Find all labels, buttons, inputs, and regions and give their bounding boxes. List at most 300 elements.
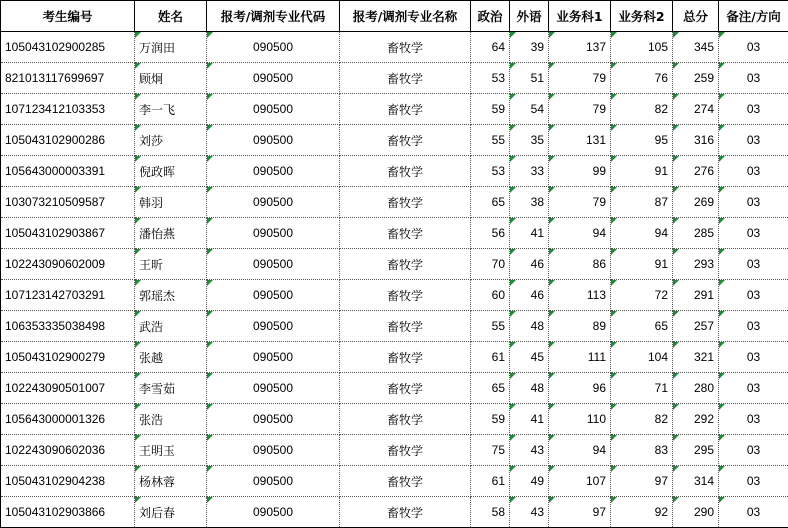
cell-subject1-value: 107 (585, 474, 606, 488)
cell-flag-icon (510, 218, 516, 224)
cell-total (673, 249, 719, 280)
cell-flag-icon (510, 404, 516, 410)
cell-code-value: 090500 (252, 195, 294, 209)
cell-id (1, 435, 135, 466)
cell-subject1-value: 97 (592, 505, 606, 519)
cell-major (340, 94, 471, 125)
cell-subject2-value: 82 (654, 412, 668, 426)
cell-code (207, 466, 340, 497)
cell-subject2 (611, 311, 673, 342)
cell-subject1 (549, 63, 611, 94)
table-row (1, 466, 788, 497)
cell-flag-icon (135, 435, 141, 441)
cell-language-value: 41 (530, 412, 544, 426)
cell-total-value: 276 (693, 164, 714, 178)
cell-total (673, 125, 719, 156)
cell-flag-icon (549, 32, 555, 38)
cell-id (1, 249, 135, 280)
cell-flag-icon (135, 342, 141, 348)
cell-code (207, 125, 340, 156)
cell-politics (471, 280, 510, 311)
cell-flag-icon (207, 125, 213, 131)
cell-language-value: 43 (530, 505, 544, 519)
cell-flag-icon (207, 63, 213, 69)
header-subject2: 业务科2 (611, 1, 673, 32)
cell-politics-value: 75 (491, 443, 505, 457)
cell-language (510, 187, 549, 218)
cell-id (1, 497, 135, 528)
cell-flag-icon (611, 156, 617, 162)
cell-flag-icon (719, 218, 725, 224)
cell-id-value: 102243090501007 (5, 381, 106, 395)
cell-note (719, 63, 788, 94)
cell-id (1, 342, 135, 373)
cell-politics-value: 61 (491, 350, 505, 364)
cell-major (340, 63, 471, 94)
cell-subject1-value: 94 (592, 226, 606, 240)
cell-language-value: 41 (530, 226, 544, 240)
cell-flag-icon (673, 373, 679, 379)
cell-name (135, 249, 207, 280)
cell-flag-icon (611, 497, 617, 503)
cell-flag-icon (207, 497, 213, 503)
cell-politics (471, 32, 510, 63)
cell-subject1 (549, 497, 611, 528)
cell-code (207, 373, 340, 404)
cell-politics (471, 404, 510, 435)
cell-id-value: 107123412103353 (5, 102, 106, 116)
cell-code-value: 090500 (252, 226, 294, 240)
cell-name-value: 郭瑶杰 (139, 288, 176, 303)
cell-subject1 (549, 218, 611, 249)
cell-code-value: 090500 (252, 71, 294, 85)
cell-subject1 (549, 435, 611, 466)
cell-subject2-value: 82 (654, 102, 668, 116)
cell-id (1, 156, 135, 187)
cell-language (510, 156, 549, 187)
cell-flag-icon (207, 404, 213, 410)
cell-politics-value: 60 (491, 288, 505, 302)
cell-flag-icon (549, 435, 555, 441)
cell-code (207, 63, 340, 94)
cell-language (510, 280, 549, 311)
cell-flag-icon (135, 125, 141, 131)
cell-name (135, 125, 207, 156)
cell-flag-icon (611, 342, 617, 348)
cell-subject2 (611, 497, 673, 528)
cell-code (207, 249, 340, 280)
cell-name (135, 63, 207, 94)
cell-code-value: 090500 (252, 319, 294, 333)
cell-flag-icon (207, 218, 213, 224)
cell-major-value: 畜牧学 (386, 412, 423, 427)
cell-id (1, 280, 135, 311)
cell-flag-icon (673, 466, 679, 472)
header-language: 外语 (510, 1, 549, 32)
cell-flag-icon (207, 94, 213, 100)
cell-code (207, 32, 340, 63)
cell-flag-icon (611, 466, 617, 472)
cell-code (207, 187, 340, 218)
cell-flag-icon (611, 311, 617, 317)
cell-note-value: 03 (746, 505, 761, 519)
cell-language-value: 43 (530, 443, 544, 457)
cell-note (719, 435, 788, 466)
cell-language (510, 94, 549, 125)
cell-major-value: 畜牧学 (386, 474, 423, 489)
cell-flag-icon (673, 156, 679, 162)
cell-code-value: 090500 (252, 288, 294, 302)
cell-note (719, 404, 788, 435)
cell-language (510, 311, 549, 342)
cell-code (207, 435, 340, 466)
cell-note-value: 03 (746, 40, 761, 54)
cell-code-value: 090500 (252, 164, 294, 178)
cell-subject2-value: 97 (654, 474, 668, 488)
cell-note (719, 218, 788, 249)
cell-politics-value: 58 (491, 505, 505, 519)
cell-major (340, 404, 471, 435)
cell-flag-icon (135, 373, 141, 379)
cell-flag-icon (719, 156, 725, 162)
cell-flag-icon (510, 280, 516, 286)
cell-total (673, 373, 719, 404)
cell-flag-icon (549, 311, 555, 317)
cell-name (135, 466, 207, 497)
cell-flag-icon (611, 32, 617, 38)
cell-note-value: 03 (746, 381, 761, 395)
cell-total-value: 291 (693, 288, 714, 302)
cell-subject1 (549, 373, 611, 404)
cell-total-value: 280 (693, 381, 714, 395)
cell-subject1 (549, 466, 611, 497)
cell-flag-icon (135, 187, 141, 193)
cell-id (1, 187, 135, 218)
cell-flag-icon (135, 497, 141, 503)
cell-flag-icon (549, 187, 555, 193)
cell-flag-icon (207, 156, 213, 162)
cell-id-value: 105043102903867 (5, 226, 106, 240)
cell-flag-icon (207, 466, 213, 472)
cell-major (340, 125, 471, 156)
cell-id-value: 103073210509587 (5, 195, 106, 209)
cell-flag-icon (510, 497, 516, 503)
cell-id-value: 105043102903866 (5, 505, 106, 519)
cell-subject2 (611, 249, 673, 280)
cell-name-value: 刘后春 (139, 505, 176, 520)
table-row (1, 497, 788, 528)
cell-name-value: 潘怡燕 (139, 226, 176, 241)
cell-flag-icon (510, 466, 516, 472)
cell-note-value: 03 (746, 474, 761, 488)
cell-flag-icon (673, 94, 679, 100)
table-row (1, 218, 788, 249)
cell-politics-value: 70 (491, 257, 505, 271)
cell-note-value: 03 (746, 288, 761, 302)
cell-note (719, 187, 788, 218)
cell-note (719, 497, 788, 528)
cell-name (135, 342, 207, 373)
cell-flag-icon (673, 280, 679, 286)
cell-flag-icon (135, 63, 141, 69)
cell-subject2 (611, 63, 673, 94)
cell-note (719, 156, 788, 187)
cell-politics (471, 497, 510, 528)
cell-flag-icon (510, 156, 516, 162)
cell-flag-icon (510, 435, 516, 441)
cell-subject2-value: 95 (654, 133, 668, 147)
cell-code-value: 090500 (252, 133, 294, 147)
table-row (1, 187, 788, 218)
cell-subject1 (549, 404, 611, 435)
cell-flag-icon (510, 94, 516, 100)
cell-major-value: 畜牧学 (386, 195, 423, 210)
cell-id-value: 821013117699697 (5, 71, 105, 85)
header-major: 报考/调剂专业名称 (340, 1, 471, 32)
cell-flag-icon (719, 125, 725, 131)
cell-total (673, 311, 719, 342)
cell-politics (471, 342, 510, 373)
cell-politics (471, 94, 510, 125)
cell-subject1-value: 94 (592, 443, 606, 457)
cell-language-value: 33 (530, 164, 544, 178)
cell-major (340, 342, 471, 373)
cell-flag-icon (673, 63, 679, 69)
cell-subject1 (549, 280, 611, 311)
cell-major-value: 畜牧学 (386, 226, 423, 241)
cell-major (340, 32, 471, 63)
cell-major (340, 497, 471, 528)
cell-total-value: 269 (693, 195, 714, 209)
cell-id (1, 94, 135, 125)
cell-major-value: 畜牧学 (386, 443, 423, 458)
cell-subject2-value: 91 (654, 164, 668, 178)
cell-note (719, 373, 788, 404)
cell-subject1-value: 113 (586, 288, 606, 302)
cell-flag-icon (135, 94, 141, 100)
cell-flag-icon (611, 218, 617, 224)
cell-major-value: 畜牧学 (386, 288, 423, 303)
cell-language-value: 39 (530, 40, 544, 54)
header-id: 考生编号 (1, 1, 135, 32)
cell-total (673, 280, 719, 311)
cell-subject2 (611, 32, 673, 63)
cell-total (673, 187, 719, 218)
cell-note-value: 03 (746, 102, 761, 116)
cell-subject1-value: 110 (586, 412, 606, 426)
cell-subject2 (611, 342, 673, 373)
cell-note (719, 94, 788, 125)
cell-code-value: 090500 (252, 40, 294, 54)
cell-id (1, 125, 135, 156)
cell-flag-icon (611, 404, 617, 410)
cell-language (510, 32, 549, 63)
cell-major-value: 畜牧学 (386, 164, 423, 179)
cell-flag-icon (549, 373, 555, 379)
cell-flag-icon (549, 404, 555, 410)
cell-politics-value: 56 (491, 226, 505, 240)
cell-id-value: 107123142703291 (5, 288, 106, 302)
cell-flag-icon (549, 156, 555, 162)
cell-language-value: 46 (530, 288, 544, 302)
cell-language-value: 51 (530, 71, 544, 85)
cell-subject2-value: 104 (647, 350, 668, 364)
cell-subject1 (549, 94, 611, 125)
cell-name-value: 刘莎 (139, 133, 164, 148)
cell-politics-value: 53 (491, 164, 505, 178)
header-politics: 政治 (471, 1, 510, 32)
cell-code (207, 342, 340, 373)
cell-flag-icon (611, 249, 617, 255)
cell-total-value: 274 (693, 102, 714, 116)
cell-flag-icon (510, 187, 516, 193)
cell-flag-icon (549, 94, 555, 100)
cell-note (719, 249, 788, 280)
cell-flag-icon (549, 497, 555, 503)
cell-flag-icon (207, 435, 213, 441)
cell-note (719, 311, 788, 342)
cell-flag-icon (207, 187, 213, 193)
cell-flag-icon (549, 125, 555, 131)
cell-name-value: 李雪茹 (139, 381, 176, 396)
cell-subject2-value: 76 (654, 71, 668, 85)
cell-name (135, 94, 207, 125)
cell-politics (471, 218, 510, 249)
cell-major (340, 280, 471, 311)
cell-flag-icon (673, 404, 679, 410)
header-note: 备注/方向 (719, 1, 788, 32)
cell-language (510, 63, 549, 94)
cell-politics-value: 55 (491, 133, 505, 147)
cell-note-value: 03 (746, 195, 761, 209)
header-name: 姓名 (135, 1, 207, 32)
cell-code-value: 090500 (252, 443, 294, 457)
cell-name-value: 杨林蓉 (139, 474, 176, 489)
header-subject1: 业务科1 (549, 1, 611, 32)
cell-code (207, 311, 340, 342)
cell-note-value: 03 (746, 71, 761, 85)
cell-politics-value: 61 (491, 474, 505, 488)
cell-flag-icon (207, 280, 213, 286)
cell-subject1 (549, 249, 611, 280)
cell-flag-icon (719, 497, 725, 503)
cell-flag-icon (207, 32, 213, 38)
cell-total (673, 32, 719, 63)
cell-politics (471, 63, 510, 94)
cell-name-value: 万润田 (139, 40, 176, 55)
cell-subject2-value: 65 (654, 319, 668, 333)
cell-code (207, 497, 340, 528)
cell-subject1-value: 79 (592, 195, 606, 209)
cell-flag-icon (719, 342, 725, 348)
cell-flag-icon (549, 280, 555, 286)
cell-name-value: 倪政晖 (139, 164, 176, 179)
cell-flag-icon (135, 311, 141, 317)
cell-major (340, 218, 471, 249)
cell-total-value: 293 (693, 257, 714, 271)
cell-major-value: 畜牧学 (386, 133, 423, 148)
cell-flag-icon (611, 373, 617, 379)
cell-subject1-value: 131 (585, 133, 606, 147)
cell-subject2-value: 87 (654, 195, 668, 209)
cell-flag-icon (673, 311, 679, 317)
cell-flag-icon (719, 32, 725, 38)
cell-total (673, 342, 719, 373)
cell-flag-icon (719, 404, 725, 410)
cell-subject2 (611, 280, 673, 311)
cell-politics (471, 466, 510, 497)
cell-name-value: 顾炯 (139, 71, 164, 86)
cell-major-value: 畜牧学 (386, 257, 423, 272)
cell-note-value: 03 (746, 257, 761, 271)
cell-total-value: 257 (693, 319, 714, 333)
cell-total (673, 94, 719, 125)
cell-subject2-value: 91 (654, 257, 668, 271)
cell-flag-icon (673, 249, 679, 255)
cell-total-value: 316 (693, 133, 714, 147)
cell-subject1 (549, 342, 611, 373)
cell-language-value: 45 (530, 350, 544, 364)
cell-flag-icon (673, 187, 679, 193)
cell-politics (471, 156, 510, 187)
cell-subject1-value: 137 (585, 40, 606, 54)
cell-note (719, 466, 788, 497)
cell-id (1, 404, 135, 435)
cell-language (510, 435, 549, 466)
cell-id-value: 105043102900279 (5, 350, 106, 364)
cell-name (135, 311, 207, 342)
cell-flag-icon (510, 32, 516, 38)
cell-major (340, 249, 471, 280)
cell-id-value: 102243090602036 (5, 443, 106, 457)
cell-subject2 (611, 94, 673, 125)
cell-subject2-value: 105 (647, 40, 668, 54)
cell-language-value: 48 (530, 381, 544, 395)
cell-name (135, 404, 207, 435)
cell-id (1, 373, 135, 404)
cell-note-value: 03 (746, 412, 761, 426)
cell-politics (471, 311, 510, 342)
cell-language (510, 249, 549, 280)
cell-name-value: 王明玉 (139, 443, 176, 458)
cell-name (135, 218, 207, 249)
cell-id (1, 218, 135, 249)
cell-language (510, 218, 549, 249)
cell-flag-icon (673, 32, 679, 38)
cell-major-value: 畜牧学 (386, 71, 423, 86)
cell-name-value: 王昕 (139, 257, 164, 272)
cell-flag-icon (719, 311, 725, 317)
cell-note-value: 03 (746, 133, 761, 147)
table-row (1, 404, 788, 435)
cell-flag-icon (549, 218, 555, 224)
cell-subject1-value: 89 (592, 319, 606, 333)
cell-code-value: 090500 (252, 412, 294, 426)
cell-flag-icon (549, 466, 555, 472)
cell-flag-icon (549, 342, 555, 348)
cell-flag-icon (135, 466, 141, 472)
cell-subject2 (611, 187, 673, 218)
cell-flag-icon (549, 249, 555, 255)
cell-flag-icon (673, 435, 679, 441)
cell-name-value: 张越 (139, 350, 164, 365)
cell-flag-icon (135, 156, 141, 162)
cell-flag-icon (673, 342, 679, 348)
cell-flag-icon (510, 342, 516, 348)
cell-total-value: 285 (693, 226, 714, 240)
cell-flag-icon (719, 466, 725, 472)
cell-flag-icon (611, 280, 617, 286)
